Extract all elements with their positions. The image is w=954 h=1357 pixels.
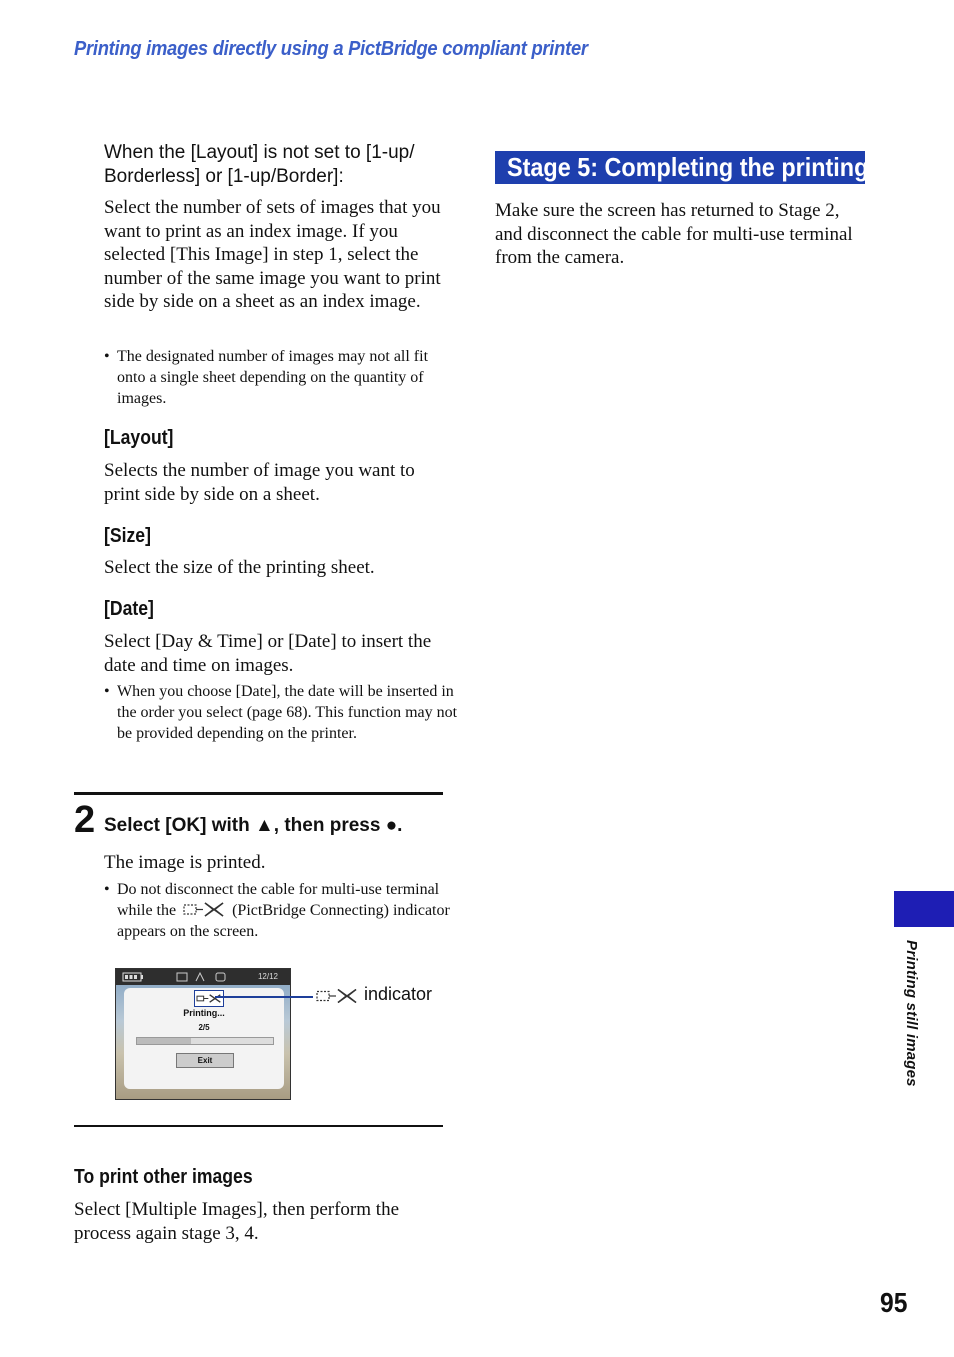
progress-fill (137, 1038, 191, 1044)
size-heading: [Size] (104, 525, 151, 547)
status-icons (176, 972, 228, 982)
stage-body: Make sure the screen has returned to Stage 2, and disconnect the cable for multi-use terminal from the camera. (495, 200, 853, 269)
date-body: Select [Day & Time] or [Date] to insert the date and time on images. (104, 631, 432, 676)
layout-body: Selects the number of image you want to print side by side on a sheet. (104, 460, 415, 505)
progress-bar (136, 1037, 274, 1045)
running-header: Printing images directly using a PictBridge compliant printer (74, 38, 588, 60)
printing-label: Printing... (183, 1008, 225, 1018)
step-instruction: Select [OK] with ▲, then press ●. (104, 815, 403, 836)
stage-heading-bar (495, 151, 869, 184)
screen-status-bar (116, 969, 290, 985)
battery-icon (122, 972, 144, 982)
exit-button[interactable]: Exit (176, 1053, 234, 1068)
step-note (104, 879, 462, 942)
size-body: Select the size of the printing sheet. (104, 557, 375, 578)
bullet: • (104, 348, 110, 365)
pictbridge-icon (316, 986, 358, 1006)
camera-screen (115, 968, 291, 1100)
section-divider (74, 1125, 443, 1127)
date-note-text: When you choose [Date], the date will be inserted in the order you select (page 68). This function may not be provided depending on the printer. (117, 683, 458, 742)
condition-body: Select the number of sets of images that you want to print as an index image. If you selected [This Image] in step 1, select the number of the same image you want to print side by side on a sheet as an index image. (104, 197, 441, 313)
section-label: Printing still images (903, 940, 920, 1087)
image-count: 12/12 (257, 972, 278, 981)
condition-heading: When the [Layout] is not set to [1-up/ Borderless] or [1-up/Border]: (104, 142, 415, 187)
print-dialog (124, 988, 284, 1089)
pictbridge-indicator (194, 990, 224, 1007)
progress-text: 2/5 (198, 1023, 210, 1032)
callout-line (215, 996, 313, 998)
indicator-label: indicator (364, 984, 433, 1004)
step-note-text-a: Do not disconnect the cable for multi-use terminal while the (117, 881, 440, 919)
step-note-text-b: (PictBridge Connecting) indicator appears on the screen. (117, 902, 450, 940)
step-divider (74, 792, 443, 795)
pictbridge-icon (183, 901, 225, 918)
other-images-heading: To print other images (74, 1166, 253, 1188)
step-body: The image is printed. (104, 852, 266, 873)
date-note (104, 681, 462, 744)
stage-title: Stage 5: Completing the printing (507, 152, 869, 182)
bullet: • (104, 881, 110, 898)
pictbridge-icon (195, 991, 223, 1006)
layout-heading: [Layout] (104, 427, 174, 449)
other-images-body: Select [Multiple Images], then perform the process again stage 3, 4. (74, 1199, 400, 1244)
date-heading: [Date] (104, 598, 154, 620)
condition-note-text: The designated number of images may not all fit onto a single sheet depending on the quantity of images. (117, 348, 429, 407)
page-number: 95 (880, 1287, 908, 1318)
step-number: 2 (74, 799, 96, 841)
bullet: • (104, 683, 110, 700)
section-tab (894, 891, 954, 927)
condition-note (104, 346, 452, 409)
